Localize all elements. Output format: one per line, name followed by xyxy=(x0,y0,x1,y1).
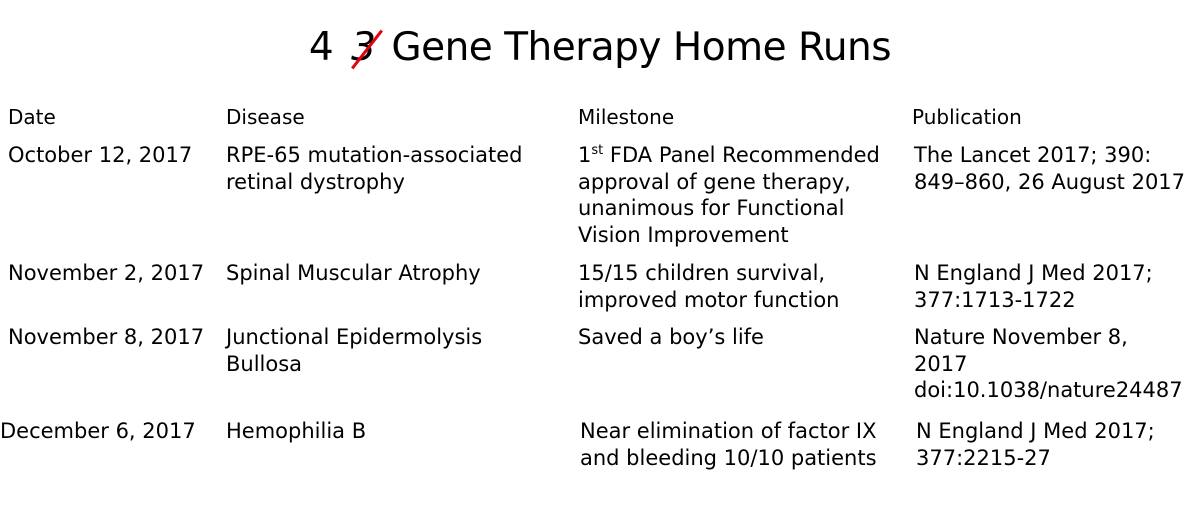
row-2-disease-line-1: Spinal Muscular Atrophy xyxy=(226,261,481,285)
row-3-publication-line-1: Nature November 8, xyxy=(914,325,1128,349)
row-1-milestone-line-1-rest: FDA Panel Recommended xyxy=(603,143,880,167)
row-1-disease xyxy=(226,142,523,195)
row-2-disease xyxy=(226,260,481,287)
row-4-milestone-line-2: and bleeding 10/10 patients xyxy=(580,445,877,470)
row-3-milestone-line-1: Saved a boy’s life xyxy=(578,325,764,349)
row-3-publication xyxy=(914,324,1183,404)
ordinal-suffix: st xyxy=(591,143,604,158)
row-2-publication xyxy=(914,260,1153,313)
row-1-disease-line-2: retinal dystrophy xyxy=(226,169,405,194)
row-2-milestone xyxy=(578,260,839,313)
row-1-milestone xyxy=(578,142,880,248)
title-text: Gene Therapy Home Runs xyxy=(391,25,892,70)
header-date: Date xyxy=(8,105,56,129)
row-1-date: October 12, 2017 xyxy=(8,143,193,167)
row-4-publication-line-2: 377:2215-27 xyxy=(916,445,1051,470)
struck-number-text: 3 xyxy=(351,25,376,70)
row-3-publication-line-2: 2017 xyxy=(914,351,968,376)
header-disease: Disease xyxy=(226,105,305,129)
row-3-date: November 8, 2017 xyxy=(8,325,205,349)
row-4-disease-line-1: Hemophilia B xyxy=(226,419,367,443)
header-milestone: Milestone xyxy=(578,105,675,129)
row-4-milestone xyxy=(580,418,877,471)
row-3-disease-line-1: Junctional Epidermolysis xyxy=(226,325,483,349)
row-1-milestone-line-3: unanimous for Functional xyxy=(578,196,845,220)
row-2-publication-line-2: 377:1713-1722 xyxy=(914,287,1076,312)
row-1-publication xyxy=(914,142,1185,195)
row-2-milestone-line-1: 15/15 children survival, xyxy=(578,261,826,285)
row-4-publication-line-1: N England J Med 2017; xyxy=(916,419,1155,443)
row-1-milestone-line-2: approval of gene therapy, xyxy=(578,169,851,194)
row-3-publication-line-3: doi:10.1038/nature24487 xyxy=(914,378,1183,402)
row-3-disease xyxy=(226,324,482,377)
row-2-milestone-line-2: improved motor function xyxy=(578,287,840,312)
struck-number xyxy=(351,18,375,78)
row-4-date: December 6, 2017 xyxy=(0,419,196,443)
row-4-disease xyxy=(226,418,366,445)
row-4-publication xyxy=(916,418,1155,471)
header-publication: Publication xyxy=(912,105,1022,129)
row-4-milestone-line-1: Near elimination of factor IX xyxy=(580,419,877,443)
row-3-milestone xyxy=(578,324,764,351)
ordinal-number: 1 xyxy=(578,143,592,167)
row-2-date: November 2, 2017 xyxy=(8,261,205,285)
title-number: 4 xyxy=(308,25,334,70)
slide-title xyxy=(0,18,1200,78)
row-2-publication-line-1: N England J Med 2017; xyxy=(914,261,1153,285)
row-1-disease-line-1: RPE-65 mutation-associated xyxy=(226,143,523,167)
row-1-publication-line-2: 849–860, 26 August 2017 xyxy=(914,169,1186,194)
row-1-publication-line-1: The Lancet 2017; 390: xyxy=(914,143,1152,167)
row-1-milestone-line-4: Vision Improvement xyxy=(578,222,789,247)
row-1-milestone-line-1 xyxy=(578,142,880,169)
row-3-disease-line-2: Bullosa xyxy=(226,351,303,376)
